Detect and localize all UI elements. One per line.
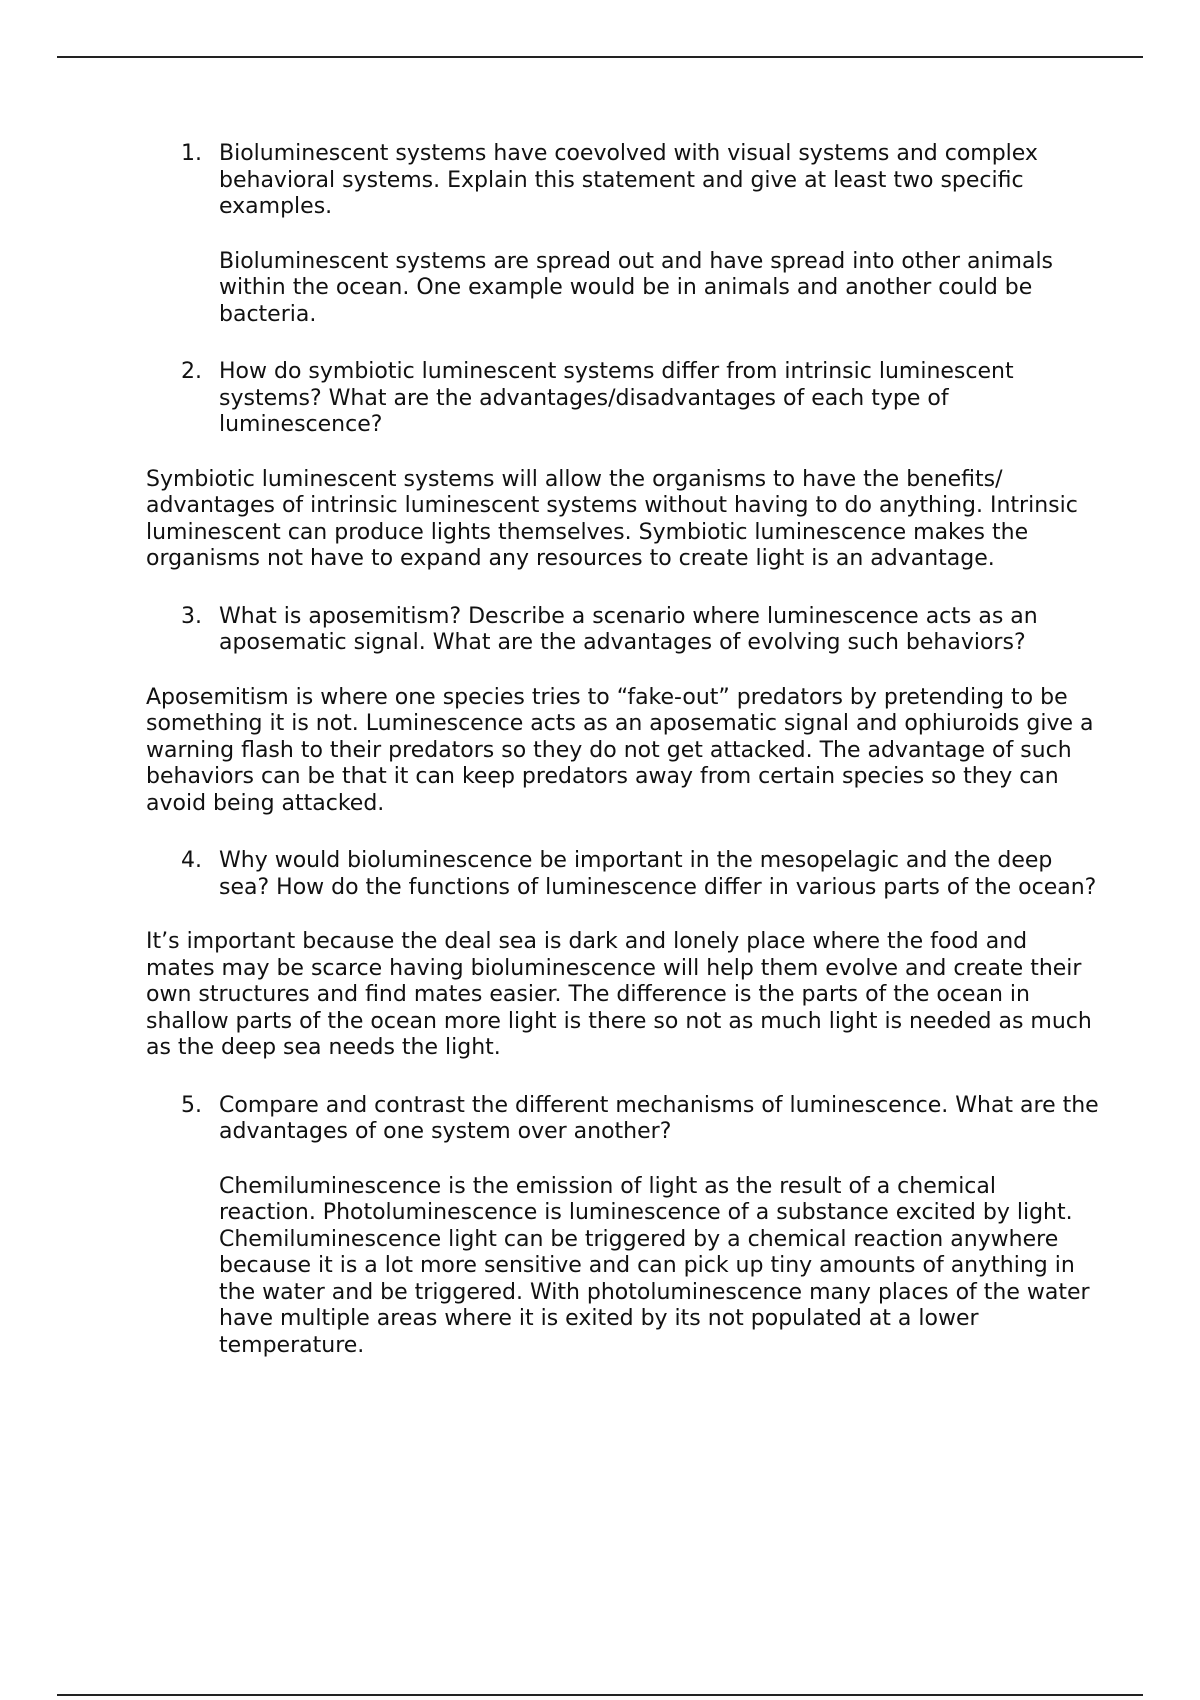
question-number: 3. bbox=[181, 603, 202, 629]
question-text: Why would bioluminescence be important in the mesopelagic and the deep sea? How do the functions of luminescence differ in various parts of the ocean? bbox=[219, 848, 1097, 900]
question-2 bbox=[181, 359, 1099, 439]
document-body bbox=[0, 141, 1200, 1359]
question-text: What is aposemitism? Describe a scenario where luminescence acts as an aposematic signal. What are the advantages of evolving such behaviors? bbox=[219, 603, 1038, 655]
question-text: Compare and contrast the different mechanisms of luminescence. What are the advantages of one system over another? bbox=[219, 1092, 1099, 1144]
answer-2: Symbiotic luminescent systems will allow the organisms to have the benefits/ advantages of intrinsic luminescent systems without having to do anything. Intrinsic luminescent can produce lights themselves. Symbiotic luminescence makes the organisms not have to expand any resources to create light is an advantage. bbox=[146, 466, 1078, 571]
question-number: 5. bbox=[181, 1092, 202, 1118]
answer-4: It’s important because the deal sea is dark and lonely place where the food and mates may be scarce having bioluminescence will help them evolve and create their own structures and find mates easier. The difference is the parts of the ocean in shallow parts of the ocean more light is there so not as much light is needed as much as the deep sea needs the light. bbox=[146, 929, 1092, 1060]
question-number: 2. bbox=[181, 359, 202, 384]
header-rule bbox=[57, 56, 1143, 58]
question-1 bbox=[181, 141, 1099, 221]
question-number: 1. bbox=[181, 141, 202, 166]
question-5 bbox=[181, 1092, 1099, 1146]
question-text: How do symbiotic luminescent systems differ from intrinsic luminescent systems? What are the advantages/disadvantages of each type of luminescence? bbox=[219, 359, 1014, 437]
answer-5: Chemiluminescence is the emission of light as the result of a chemical reaction. Photoluminescence is luminescence of a substance excited by light. Chemiluminescence light can be triggered by a chemical reaction anywhere because it is a lot more sensitive and can pick up tiny amounts of anything in the water and be triggered. With photoluminescence many places of the water have multiple areas where it is exited by its not populated at a lower temperature. bbox=[219, 1173, 1090, 1358]
question-4 bbox=[181, 848, 1099, 901]
question-number: 4. bbox=[181, 848, 202, 873]
answer-3: Aposemitism is where one species tries to “fake-out” predators by pretending to be something it is not. Luminescence acts as an aposematic signal and ophiuroids give a warning flash to their predators so they do not get attacked. The advantage of such behaviors can be that it can keep predators away from certain species so they can avoid being attacked. bbox=[146, 684, 1094, 816]
question-3 bbox=[181, 603, 1099, 657]
answer-1: Bioluminescent systems are spread out and have spread into other animals within the ocean. One example would be in animals and another could be bacteria. bbox=[219, 248, 1054, 327]
footer-rule bbox=[57, 1694, 1143, 1696]
question-text: Bioluminescent systems have coevolved with visual systems and complex behavioral systems. Explain this statement and give at least two specific examples. bbox=[219, 141, 1038, 219]
